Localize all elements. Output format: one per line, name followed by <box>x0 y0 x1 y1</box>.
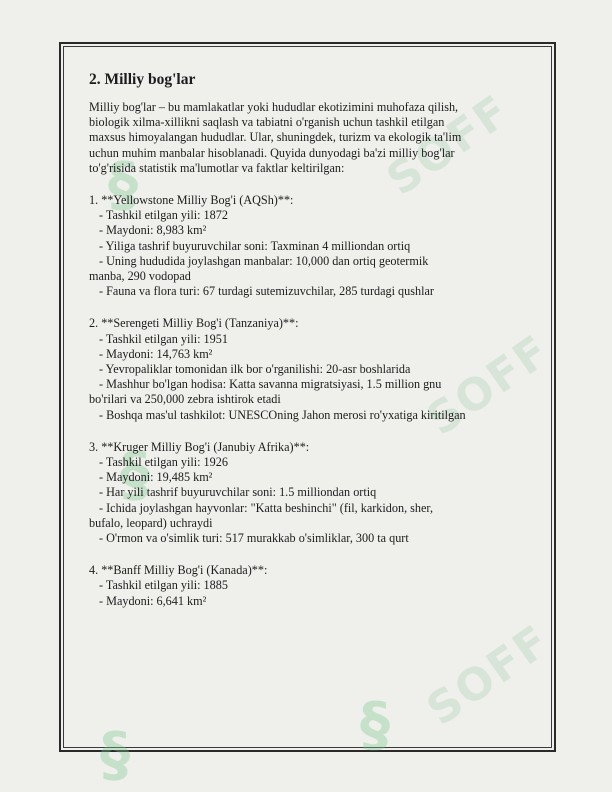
park-title: 2. **Serengeti Milliy Bog'i (Tanzaniya)**: <box>89 316 299 331</box>
park-fact: - Ichida joylashgan hayvonlar: "Katta beshinchi" (fil, karkidon, sher, <box>99 500 434 515</box>
intro-line: uchun muhim manbalar hisoblanadi. Quyida dunyodagi ba'zi milliy bog'lar <box>89 145 455 160</box>
section-heading: 2. Milliy bog'lar <box>89 71 196 88</box>
park-fact-continuation: bo'rilari va 250,000 zebra ishtirok etadi <box>89 392 281 407</box>
document-content <box>89 70 529 609</box>
watermark-text: SOFF <box>377 85 520 206</box>
watermark-logo-icon: § <box>100 720 130 790</box>
watermark-logo-icon: § <box>108 150 138 220</box>
park-fact: - Boshqa mas'ul tashkilot: UNESCOning Jahon merosi ro'yxatiga kiritilgan <box>99 407 466 422</box>
intro-paragraph <box>89 100 529 176</box>
park-title: 3. **Kruger Milliy Bog'i (Janubiy Afrika)**: <box>89 439 310 454</box>
park-fact: - Maydoni: 8,983 km² <box>99 223 207 238</box>
park-title: 4. **Banff Milliy Bog'i (Kanada)**: <box>89 563 268 578</box>
park-section-serengeti <box>89 316 529 422</box>
intro-line: to'g'risida statistik ma'lumotlar va faktlar keltirilgan: <box>89 160 345 175</box>
watermark-logo-icon: § <box>360 690 390 760</box>
park-section-yellowstone <box>89 193 529 299</box>
park-fact: - Tashkil etilgan yili: 1926 <box>99 455 228 470</box>
park-section-kruger <box>89 440 529 546</box>
park-fact-continuation: bufalo, leopard) uchraydi <box>89 515 213 530</box>
park-fact: - Har yili tashrif buyuruvchilar soni: 1.5 milliondan ortiq <box>99 485 377 500</box>
park-section-banff <box>89 563 529 609</box>
park-fact: - Maydoni: 14,763 km² <box>99 346 213 361</box>
park-fact: - Maydoni: 6,641 km² <box>99 593 207 608</box>
park-fact: - Yiliga tashrif buyuruvchilar soni: Taxminan 4 milliondan ortiq <box>99 238 411 253</box>
park-fact: - Yevropaliklar tomonidan ilk bor o'rganilishi: 20-asr boshlarida <box>99 362 411 377</box>
park-title: 1. **Yellowstone Milliy Bog'i (AQSh)**: <box>89 193 294 208</box>
park-fact: - Maydoni: 19,485 km² <box>99 470 213 485</box>
intro-line: maxsus himoyalangan hududlar. Ular, shuningdek, turizm va ekologik ta'lim <box>89 130 462 145</box>
park-fact: - Tashkil etilgan yili: 1885 <box>99 578 228 593</box>
park-fact: - Mashhur bo'lgan hodisa: Katta savanna migratsiyasi, 1.5 million gnu <box>99 377 442 392</box>
intro-line: Milliy bog'lar – bu mamlakatlar yoki hududlar ekotizimini muhofaza qilish, <box>89 100 459 114</box>
intro-line: biologik xilma-xillikni saqlash va tabiatni o'rganish uchun tashkil etilgan <box>89 115 445 130</box>
park-fact: - Uning hududida joylashgan manbalar: 10,000 dan ortiq geotermik <box>99 253 429 268</box>
park-fact-continuation: manba, 290 vodopad <box>89 269 191 284</box>
watermark-text: SOFF <box>417 615 560 736</box>
watermark-text: SOFF <box>417 325 560 446</box>
park-fact: - Fauna va flora turi: 67 turdagi sutemizuvchilar, 285 turdagi qushlar <box>99 284 434 299</box>
park-fact: - Tashkil etilgan yili: 1872 <box>99 208 228 223</box>
watermark-logo-icon: § <box>120 440 150 510</box>
park-fact: - Tashkil etilgan yili: 1951 <box>99 331 228 346</box>
park-fact: - O'rmon va o'simlik turi: 517 murakkab o'simliklar, 300 ta qurt <box>99 531 409 546</box>
